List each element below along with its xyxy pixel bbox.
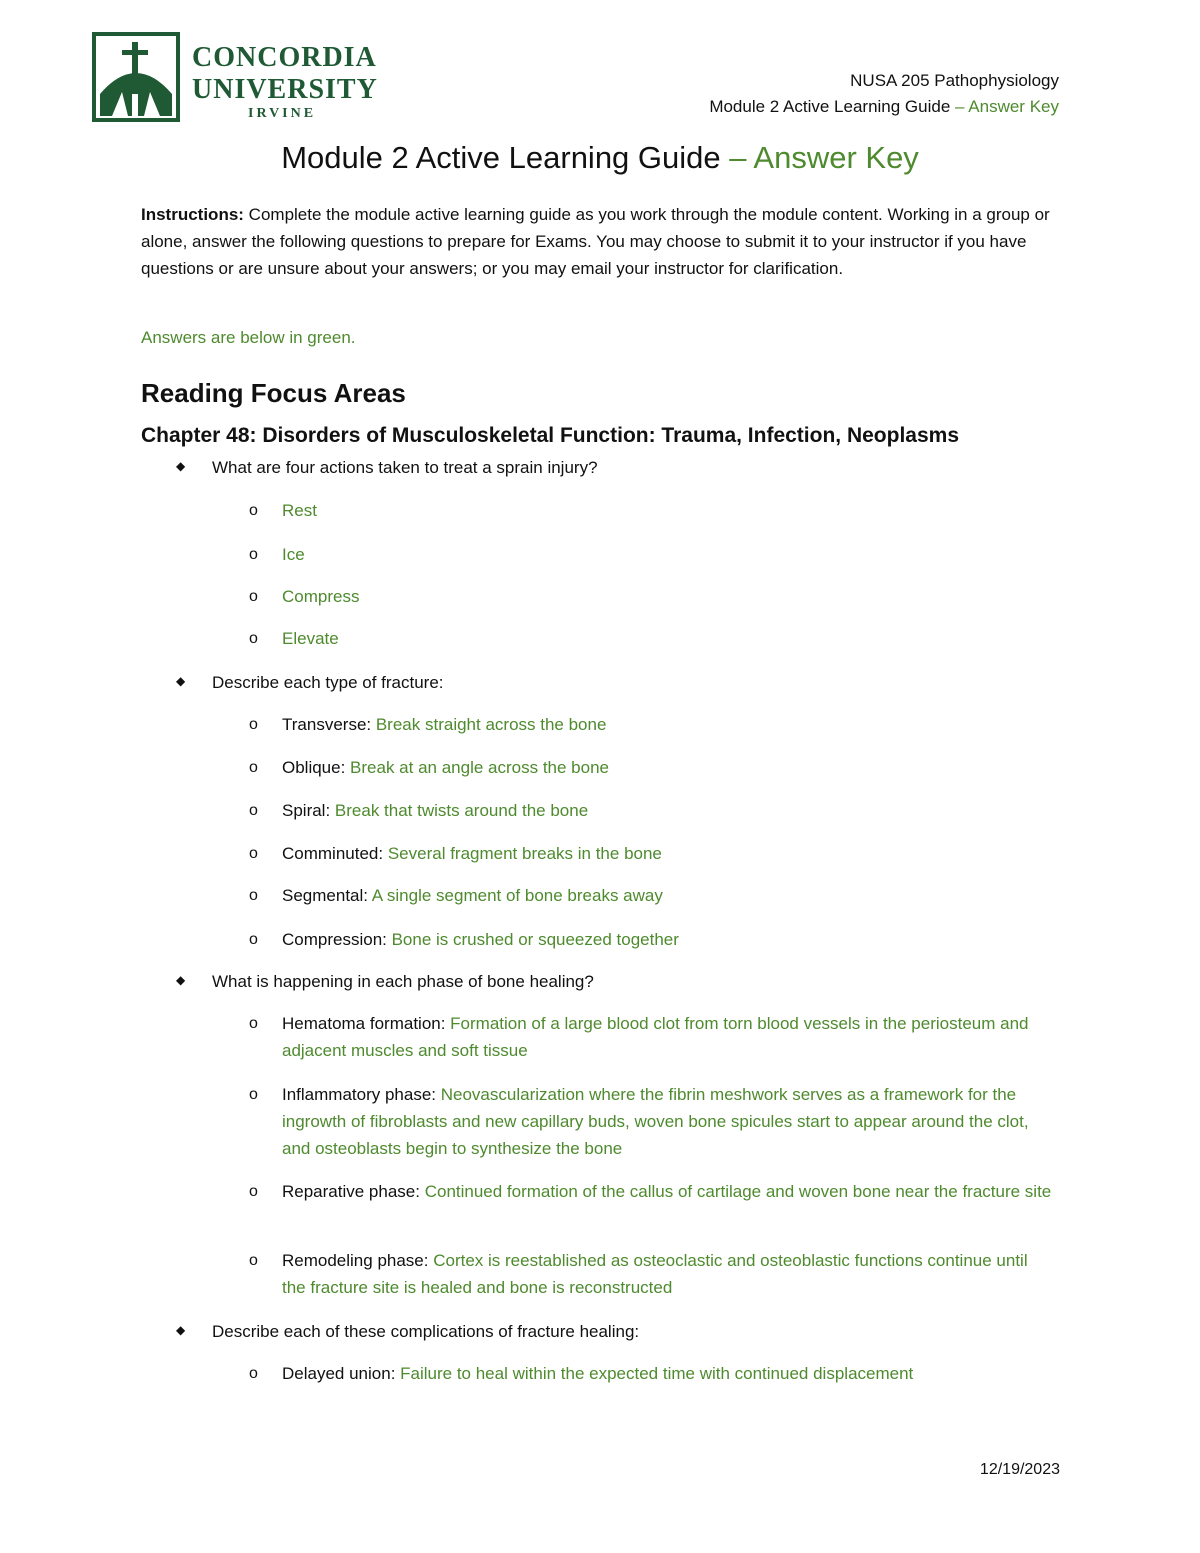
chapel-cross-logo-icon <box>92 32 180 122</box>
answer-item <box>249 882 1052 909</box>
answer-item <box>249 1247 1052 1301</box>
answer-text: Formation of a large blood clot from torn blood vessels in the periosteum and adjacent muscles and soft tissue <box>282 1014 1029 1060</box>
answer-label: Spiral: <box>282 801 331 820</box>
answer-text: Elevate <box>282 629 339 648</box>
circle-bullet-icon: o <box>249 1252 258 1269</box>
question-text: Describe each of these complications of fracture healing: <box>212 1322 640 1341</box>
answer-item <box>249 926 1052 953</box>
answer-label: Inflammatory phase: <box>282 1085 437 1104</box>
answer-text: Break straight across the bone <box>371 715 607 734</box>
chapter-heading: Chapter 48: Disorders of Musculoskeletal Function: Trauma, Infection, Neoplasms <box>141 424 960 447</box>
circle-bullet-icon: o <box>249 759 258 776</box>
answer-text: Neovascularization where the fibrin meshwork serves as a framework for the ingrowth of fibroblasts and new capillary buds, woven bone spicules start to appear around the clot, and osteoblasts begin to synthesize the bone <box>282 1085 1029 1158</box>
answer-item <box>249 497 1052 524</box>
circle-bullet-icon: o <box>249 716 258 733</box>
university-logo <box>92 32 392 124</box>
answer-label: Hematoma formation: <box>282 1014 446 1033</box>
answer-label: Oblique: <box>282 758 346 777</box>
answer-text: A single segment of bone breaks away <box>368 886 663 905</box>
answer-label: Compression: <box>282 930 387 949</box>
circle-bullet-icon: o <box>249 1015 258 1032</box>
instructions-text: Complete the module active learning guide as you work through the module content. Working in a group or alone, answer the following questions to prepare for Exams. You may choose to submit it to your instructor if you have questions or are unsure about your answers; or you may email your instructor for clarification. <box>141 205 1050 278</box>
circle-bullet-icon: o <box>249 588 258 605</box>
circle-bullet-icon: o <box>249 1183 258 1200</box>
bullet-icon: ◆ <box>176 459 186 473</box>
answer-label: Reparative phase: <box>282 1182 420 1201</box>
circle-bullet-icon: o <box>249 887 258 904</box>
question-text: What is happening in each phase of bone healing? <box>212 972 594 991</box>
answer-text: Break at an angle across the bone <box>345 758 610 777</box>
circle-bullet-icon: o <box>249 1365 258 1382</box>
answer-text: Break that twists around the bone <box>330 801 589 820</box>
answers-note: Answers are below in green. <box>141 328 356 347</box>
logo-text-concordia: CONCORDIA <box>192 42 377 73</box>
logo-text-irvine: IRVINE <box>248 106 317 121</box>
question-item <box>176 454 1062 481</box>
answer-item <box>249 840 1052 867</box>
bullet-icon: ◆ <box>176 973 186 987</box>
answer-text: Several fragment breaks in the bone <box>383 844 662 863</box>
answer-label: Segmental: <box>282 886 368 905</box>
circle-bullet-icon: o <box>249 630 258 647</box>
circle-bullet-icon: o <box>249 546 258 563</box>
circle-bullet-icon: o <box>249 1086 258 1103</box>
answer-item <box>249 711 1052 738</box>
answer-item <box>249 1178 1052 1205</box>
course-name: NUSA 205 Pathophysiology <box>850 71 1059 90</box>
footer-date: 12/19/2023 <box>979 1461 1060 1478</box>
header-subtitle <box>709 94 1059 120</box>
circle-bullet-icon: o <box>249 502 258 519</box>
answer-item <box>249 797 1052 824</box>
answer-item <box>249 583 1052 610</box>
instructions-label: Instructions: <box>141 205 244 224</box>
answer-item <box>249 1360 1052 1387</box>
answer-text: Rest <box>282 501 317 520</box>
header-subtitle-accent: – Answer Key <box>955 97 1059 116</box>
bullet-icon: ◆ <box>176 1323 186 1337</box>
answer-label: Delayed union: <box>282 1364 396 1383</box>
answer-label: Transverse: <box>282 715 372 734</box>
question-item <box>176 669 1062 696</box>
answer-text: Compress <box>282 587 360 606</box>
logo-text-university: UNIVERSITY <box>192 74 378 105</box>
answer-text: Failure to heal within the expected time with continued displacement <box>395 1364 914 1383</box>
page-header <box>709 68 1059 120</box>
section-heading: Reading Focus Areas <box>141 378 406 408</box>
circle-bullet-icon: o <box>249 931 258 948</box>
answer-text: Bone is crushed or squeezed together <box>386 930 679 949</box>
page-title <box>0 138 1200 178</box>
bullet-icon: ◆ <box>176 674 186 688</box>
answer-item <box>249 754 1052 781</box>
answer-item <box>249 541 1052 568</box>
answer-label: Remodeling phase: <box>282 1251 429 1270</box>
answer-text: Cortex is reestablished as osteoclastic and osteoblastic functions continue until the fracture site is healed and bone is reconstructed <box>282 1251 1028 1297</box>
question-text: What are four actions taken to treat a sprain injury? <box>212 458 598 477</box>
question-item <box>176 1318 1062 1345</box>
answer-item <box>249 1010 1052 1064</box>
instructions-paragraph <box>141 201 1061 282</box>
circle-bullet-icon: o <box>249 802 258 819</box>
answer-item <box>249 625 1052 652</box>
answer-text: Ice <box>282 545 305 564</box>
answer-item <box>249 1081 1052 1162</box>
answer-label: Comminuted: <box>282 844 384 863</box>
header-subtitle-main: Module 2 Active Learning Guide <box>709 97 951 116</box>
circle-bullet-icon: o <box>249 845 258 862</box>
title-main: Module 2 Active Learning Guide <box>281 140 721 175</box>
question-text: Describe each type of fracture: <box>212 673 444 692</box>
title-accent: – Answer Key <box>729 140 919 175</box>
question-item <box>176 968 1062 995</box>
answer-text: Continued formation of the callus of cartilage and woven bone near the fracture site <box>419 1182 1052 1201</box>
